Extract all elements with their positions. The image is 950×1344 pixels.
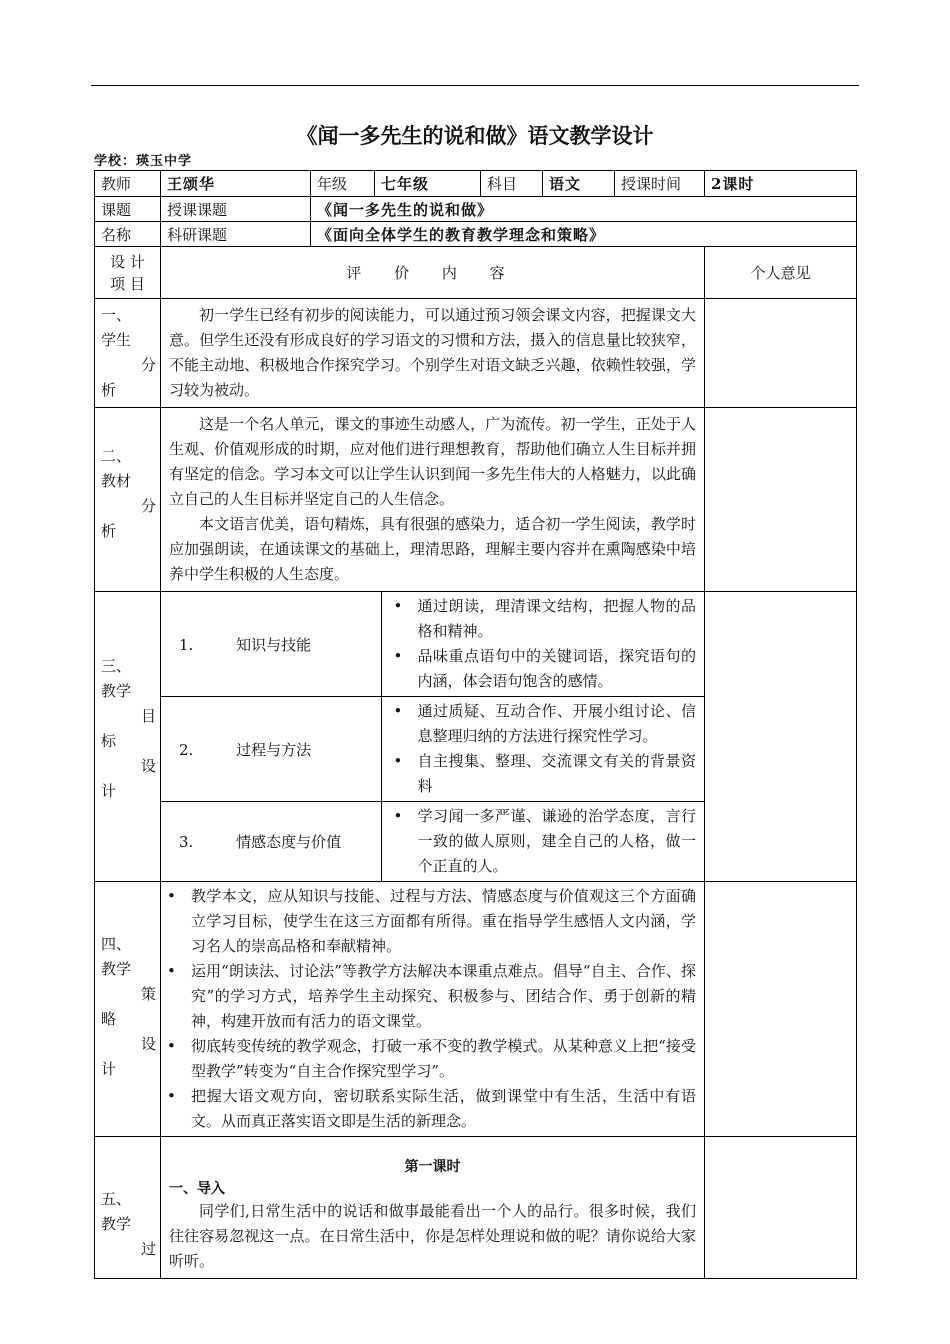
grade-label: 年级 [311,171,375,197]
goal-row [161,592,704,697]
time-value: 2课时 [705,171,857,197]
section4-label-line: 教学 [101,960,132,978]
section4-label-line: 设 [141,1035,157,1053]
goal-points-cell [381,802,704,882]
section5-label-line: 教学 [101,1215,132,1233]
goal-row [161,802,704,882]
section-student-analysis [95,299,857,408]
design-item-header-line2: 项 目 [110,274,145,293]
strategy-point: • 教学本文，应从知识与技能、过程与方法、情感态度与价值观这三个方面确立学习目标，使学生在这三方面都有所得。重在指导学生感悟人文内涵，学习名人的崇高品格和奉献精神。 [165,884,696,959]
section-textbook-analysis [95,408,857,592]
section4-opinion [705,882,857,1137]
section1-label [95,299,161,408]
section1-paragraph: 初一学生已经有初步的阅读能力，可以通过预习领会课文内容，把握课文大意。但学生还没有形成良好的学习语文的习惯和方法，摄入的信息量比较狭窄，不能主动地、积极地合作探究学习。个别学生对语文缺乏兴趣，依赖性较强，学习较为被动。 [169,306,696,399]
goal-points-cell [381,592,704,697]
section3-label-line: 三、 [101,657,132,675]
section-teaching-process [95,1137,857,1279]
section4-label [95,882,161,1137]
section2-label-line: 教材 [101,472,132,490]
research-topic-value: 《面向全体学生的教育教学理念和策略》 [311,222,857,247]
section1-label-line: 分 [141,356,157,374]
goals-table [161,592,704,881]
section1-label-line: 析 [101,381,117,399]
section2-paragraph: 这是一个名人单元，课文的事迹生动感人，广为流传。初一学生，正处于人生观、价值观形成的时期，应对他们进行理想教育，帮助他们确立人生目标并拥有坚定的信念。学习本文可以让学生认识到闻一多先生伟大的人格魅力，以此确立自己的人生目标并坚定自己的人生信念。 [169,415,696,508]
section2-opinion [705,408,857,592]
goal-points-cell [381,697,704,802]
section-teaching-goals [95,592,857,882]
subject-value: 语文 [543,171,615,197]
step-title: 一、导入 [169,1181,225,1197]
goal-point: • 通过质疑、互动合作、开展小组讨论、信息整理归纳的方法进行探究性学习。 [392,699,697,749]
section3-label-line: 标 [101,732,117,750]
goal-name-cell [161,697,381,802]
teacher-value: 王颂华 [161,171,311,197]
section3-content [161,592,705,882]
column-header-row [95,247,857,299]
section5-label-line: 过 [141,1240,157,1258]
section1-opinion [705,299,857,408]
section-teaching-strategy [95,882,857,1137]
topic-row-1 [95,197,857,222]
topic-label-2: 名称 [95,222,161,247]
section5-opinion [705,1137,857,1279]
section5-label-line: 五、 [101,1190,132,1208]
goal-name-cell [161,802,381,882]
section3-label-line: 计 [101,782,117,800]
goal-point: • 通过朗读，理清课文结构，把握人物的品格和精神。 [392,594,697,644]
design-item-header-line1: 设 计 [110,252,145,271]
section4-label-line: 四、 [101,935,132,953]
section5-paragraph: 同学们,日常生活中的说话和做事最能看出一个人的品行。很多时候，我们往往容易忽视这一点。在日常生活中，你是怎样处理说和做的呢？请你说给大家听听。 [169,1202,696,1270]
topic-row-2 [95,222,857,247]
research-topic-label: 科研课题 [161,222,311,247]
section3-label [95,592,161,882]
section4-label-line: 略 [101,1010,117,1028]
goal-number: 3. [179,833,194,851]
lesson-title: 第一课时 [404,1159,461,1175]
section5-content [161,1137,705,1279]
school-name: 学校：瑛玉中学 [94,154,193,169]
teach-topic-label: 授课课题 [161,197,311,222]
teach-topic-value: 《闻一多先生的说和做》 [311,197,857,222]
personal-opinion-header: 个人意见 [705,247,857,299]
section3-label-line: 教学 [101,682,132,700]
header-row [95,171,857,197]
time-label: 授课时间 [615,171,705,197]
section3-label-line: 目 [141,707,157,725]
section4-content [161,882,705,1137]
section5-label [95,1137,161,1279]
goal-point: • 学习闻一多严谨、谦逊的治学态度，言行一致的做人原则，建全自己的人格，做一个正直的人。 [392,804,697,879]
section3-opinion [705,592,857,882]
section2-paragraph: 本文语言优美，语句精炼，具有很强的感染力，适合初一学生阅读，教学时应加强朗读，在通读课文的基础上，理清思路，理解主要内容并在熏陶感染中培养中学生积极的人生态度。 [169,515,696,583]
lesson-plan-table [94,170,857,1279]
subject-label: 科目 [481,171,543,197]
document-title: 《闻一多先生的说和做》语文教学设计 [296,124,654,148]
goal-name: 知识与技能 [236,635,312,654]
goal-row [161,697,704,802]
section4-label-line: 策 [141,985,157,1003]
strategy-point: • 把握大语文观方向，密切联系实际生活，做到课堂中有生活，生活中有语文。从而真正落实语文即是生活的新理念。 [165,1084,696,1134]
section2-label-line: 二、 [101,447,132,465]
section1-label-line: 一、 [101,306,132,324]
goal-point: • 自主搜集、整理、交流课文有关的背景资料 [392,749,697,799]
design-item-header [95,247,161,299]
section3-label-line: 设 [141,757,157,775]
strategy-point: • 运用“朗读法、讨论法”等教学方法解决本课重点难点。倡导“自主、合作、探究”的学习方式，培养学生主动探究、积极参与、团结合作、勇于创新的精神，构建开放而有活力的语文课堂。 [165,959,696,1034]
section1-content [161,299,705,408]
evaluation-content-header: 评 价 内 容 [161,247,705,299]
goal-name-cell [161,592,381,697]
section1-label-line: 学生 [101,331,132,349]
header-rule [91,85,859,86]
section2-label-line: 分 [141,497,157,515]
section4-label-line: 计 [101,1060,117,1078]
topic-label-1: 课题 [95,197,161,222]
goal-number: 2. [179,740,194,759]
goal-name: 情感态度与价值 [236,833,342,851]
teacher-label: 教师 [95,171,161,197]
section2-content [161,408,705,592]
goal-name: 过程与方法 [236,740,312,759]
section2-label [95,408,161,592]
goal-number: 1. [179,635,194,654]
section2-label-line: 析 [101,522,117,540]
strategy-point: • 彻底转变传统的教学观念，打破一承不变的教学模式。从某种意义上把“接受型教学”转变为“自主合作探究型学习”。 [165,1034,696,1084]
goal-point: • 品味重点语句中的关键词语，探究语句的内涵，体会语句饱含的感情。 [392,644,697,694]
grade-value: 七年级 [375,171,481,197]
